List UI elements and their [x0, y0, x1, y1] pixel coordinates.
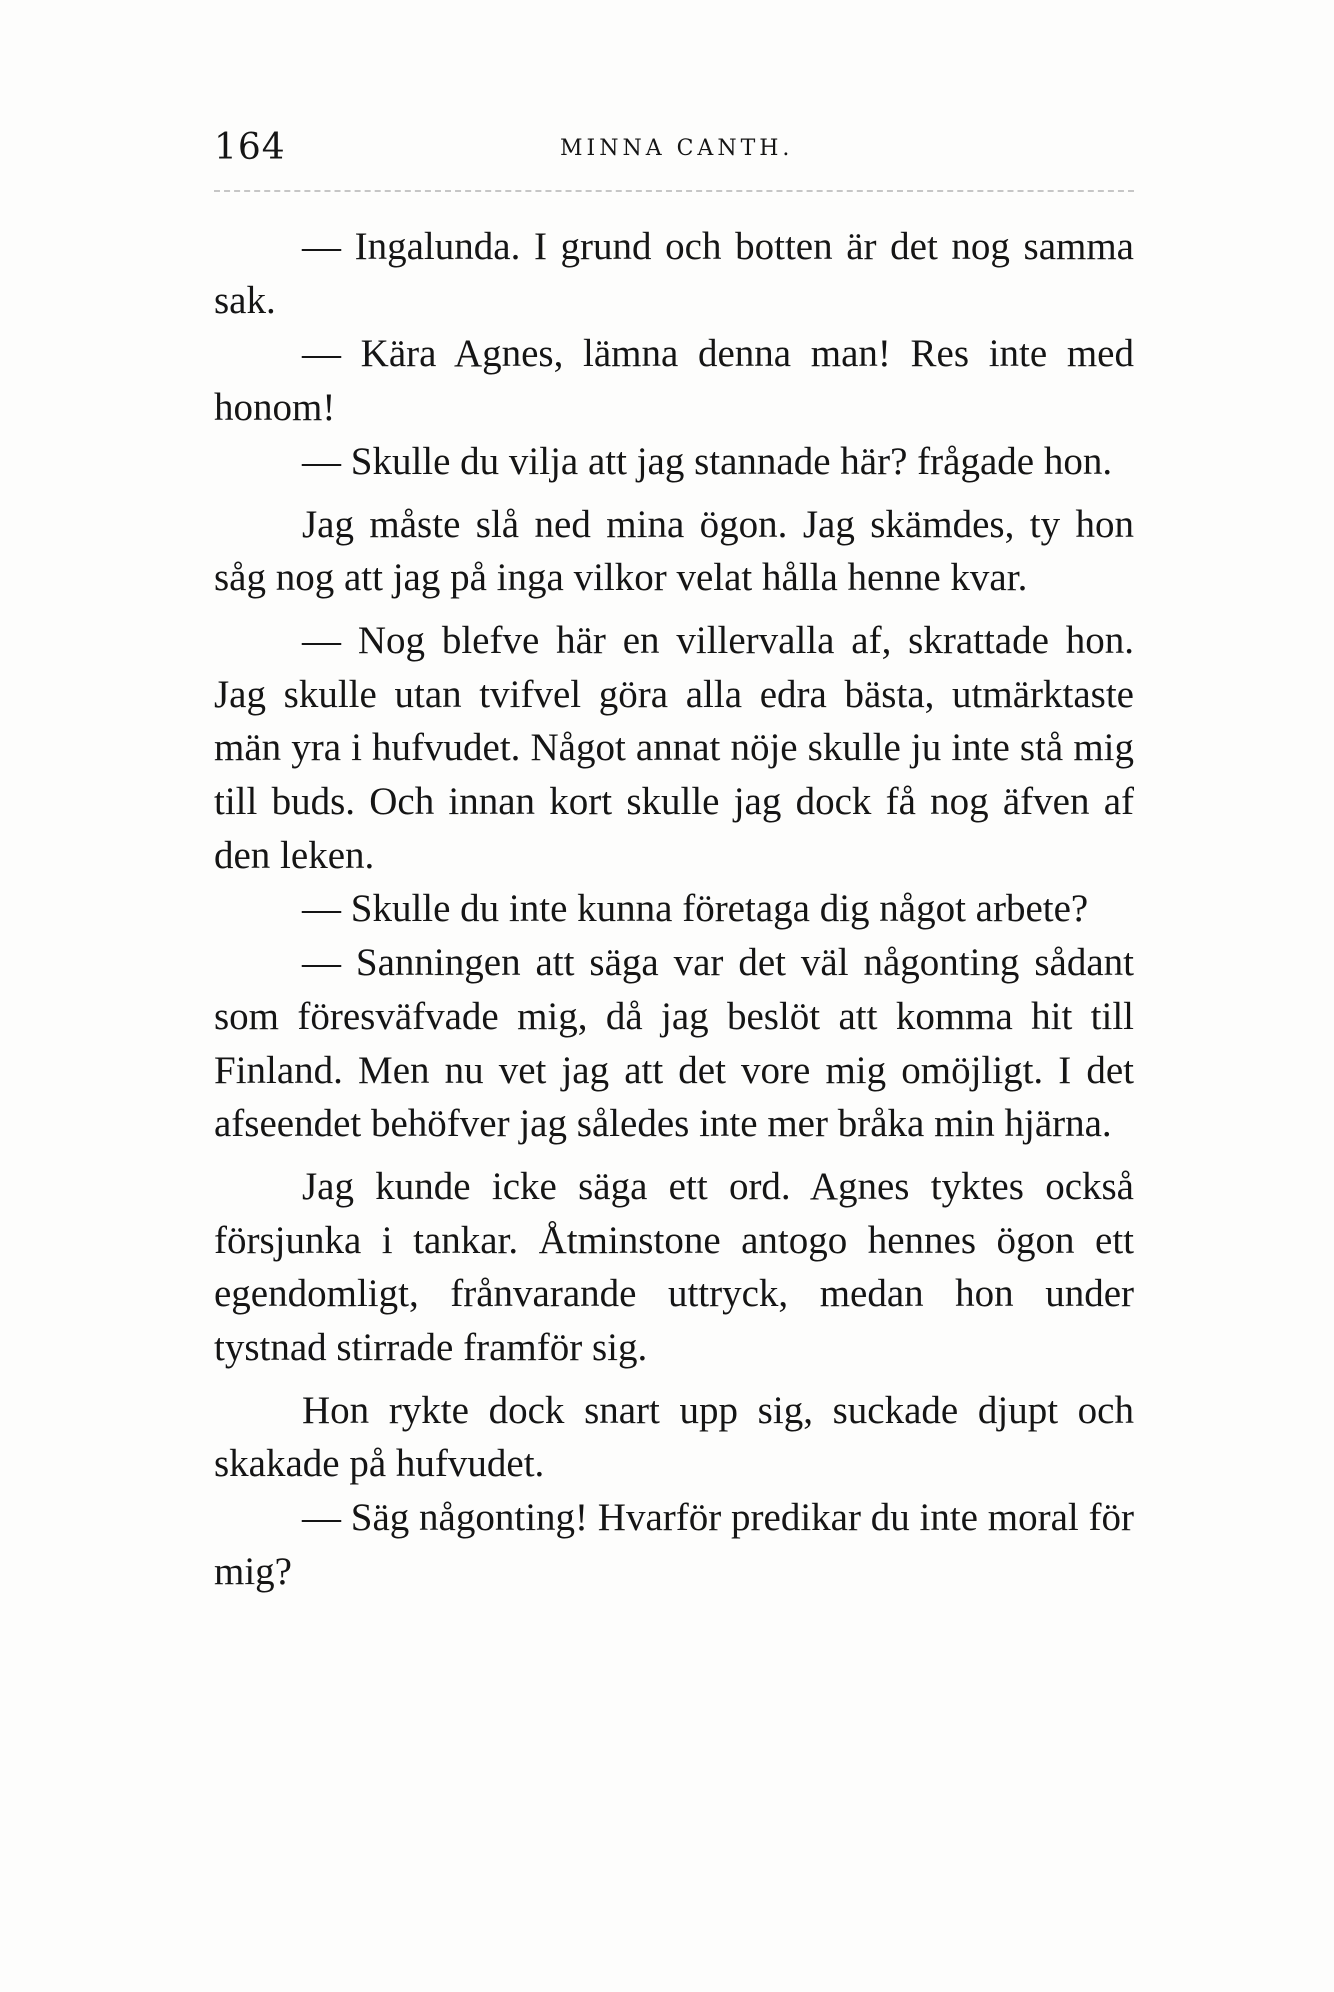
body-text — [214, 220, 1134, 1599]
running-title: MINNA CANTH. — [560, 136, 794, 161]
paragraph-6: — Skulle du inte kunna företaga dig något arbete? — [302, 887, 1089, 931]
paragraph-7: — Sanningen att säga var det väl någonting sådant som föresväfvade mig, då jag beslöt att komma hit till Finland. Men nu vet jag att det vore mig omöjligt. I det afseendet behöfver jag således inte mer bråka min hjärna. — [214, 941, 1134, 1146]
paragraph-1: — Ingalunda. I grund och botten är det nog samma sak. — [214, 225, 1134, 322]
paragraph-4: Jag måste slå ned mina ögon. Jag skämdes, ty hon såg nog att jag på inga vilkor velat hålla henne kvar. — [214, 502, 1134, 600]
running-head — [214, 126, 1134, 176]
paragraph-9: Hon rykte dock snart upp sig, suckade djupt och skakade på hufvudet. — [214, 1388, 1134, 1486]
page-number: 164 — [214, 127, 286, 168]
paragraph-10: — Säg någonting! Hvarför predikar du inte moral för mig? — [214, 1496, 1134, 1593]
paragraph-3: — Skulle du vilja att jag stannade här? frågade hon. — [302, 439, 1113, 483]
header-rule — [214, 190, 1134, 192]
paragraph-8: Jag kunde icke säga ett ord. Agnes tyktes också försjunka i tankar. Åtminstone antogo hennes ögon ett egendomligt, frånvarande uttryck, medan hon under tystnad stirrade framför sig. — [214, 1164, 1134, 1370]
paragraph-5: — Nog blefve här en villervalla af, skrattade hon. Jag skulle utan tvifvel göra alla edra bästa, utmärktaste män yra i hufvudet. Något annat nöje skulle ju inte stå mig till buds. Och innan kort skulle jag dock få nog äfven af den leken. — [214, 618, 1134, 877]
paragraph-2: — Kära Agnes, lämna denna man! Res inte med honom! — [214, 332, 1134, 430]
